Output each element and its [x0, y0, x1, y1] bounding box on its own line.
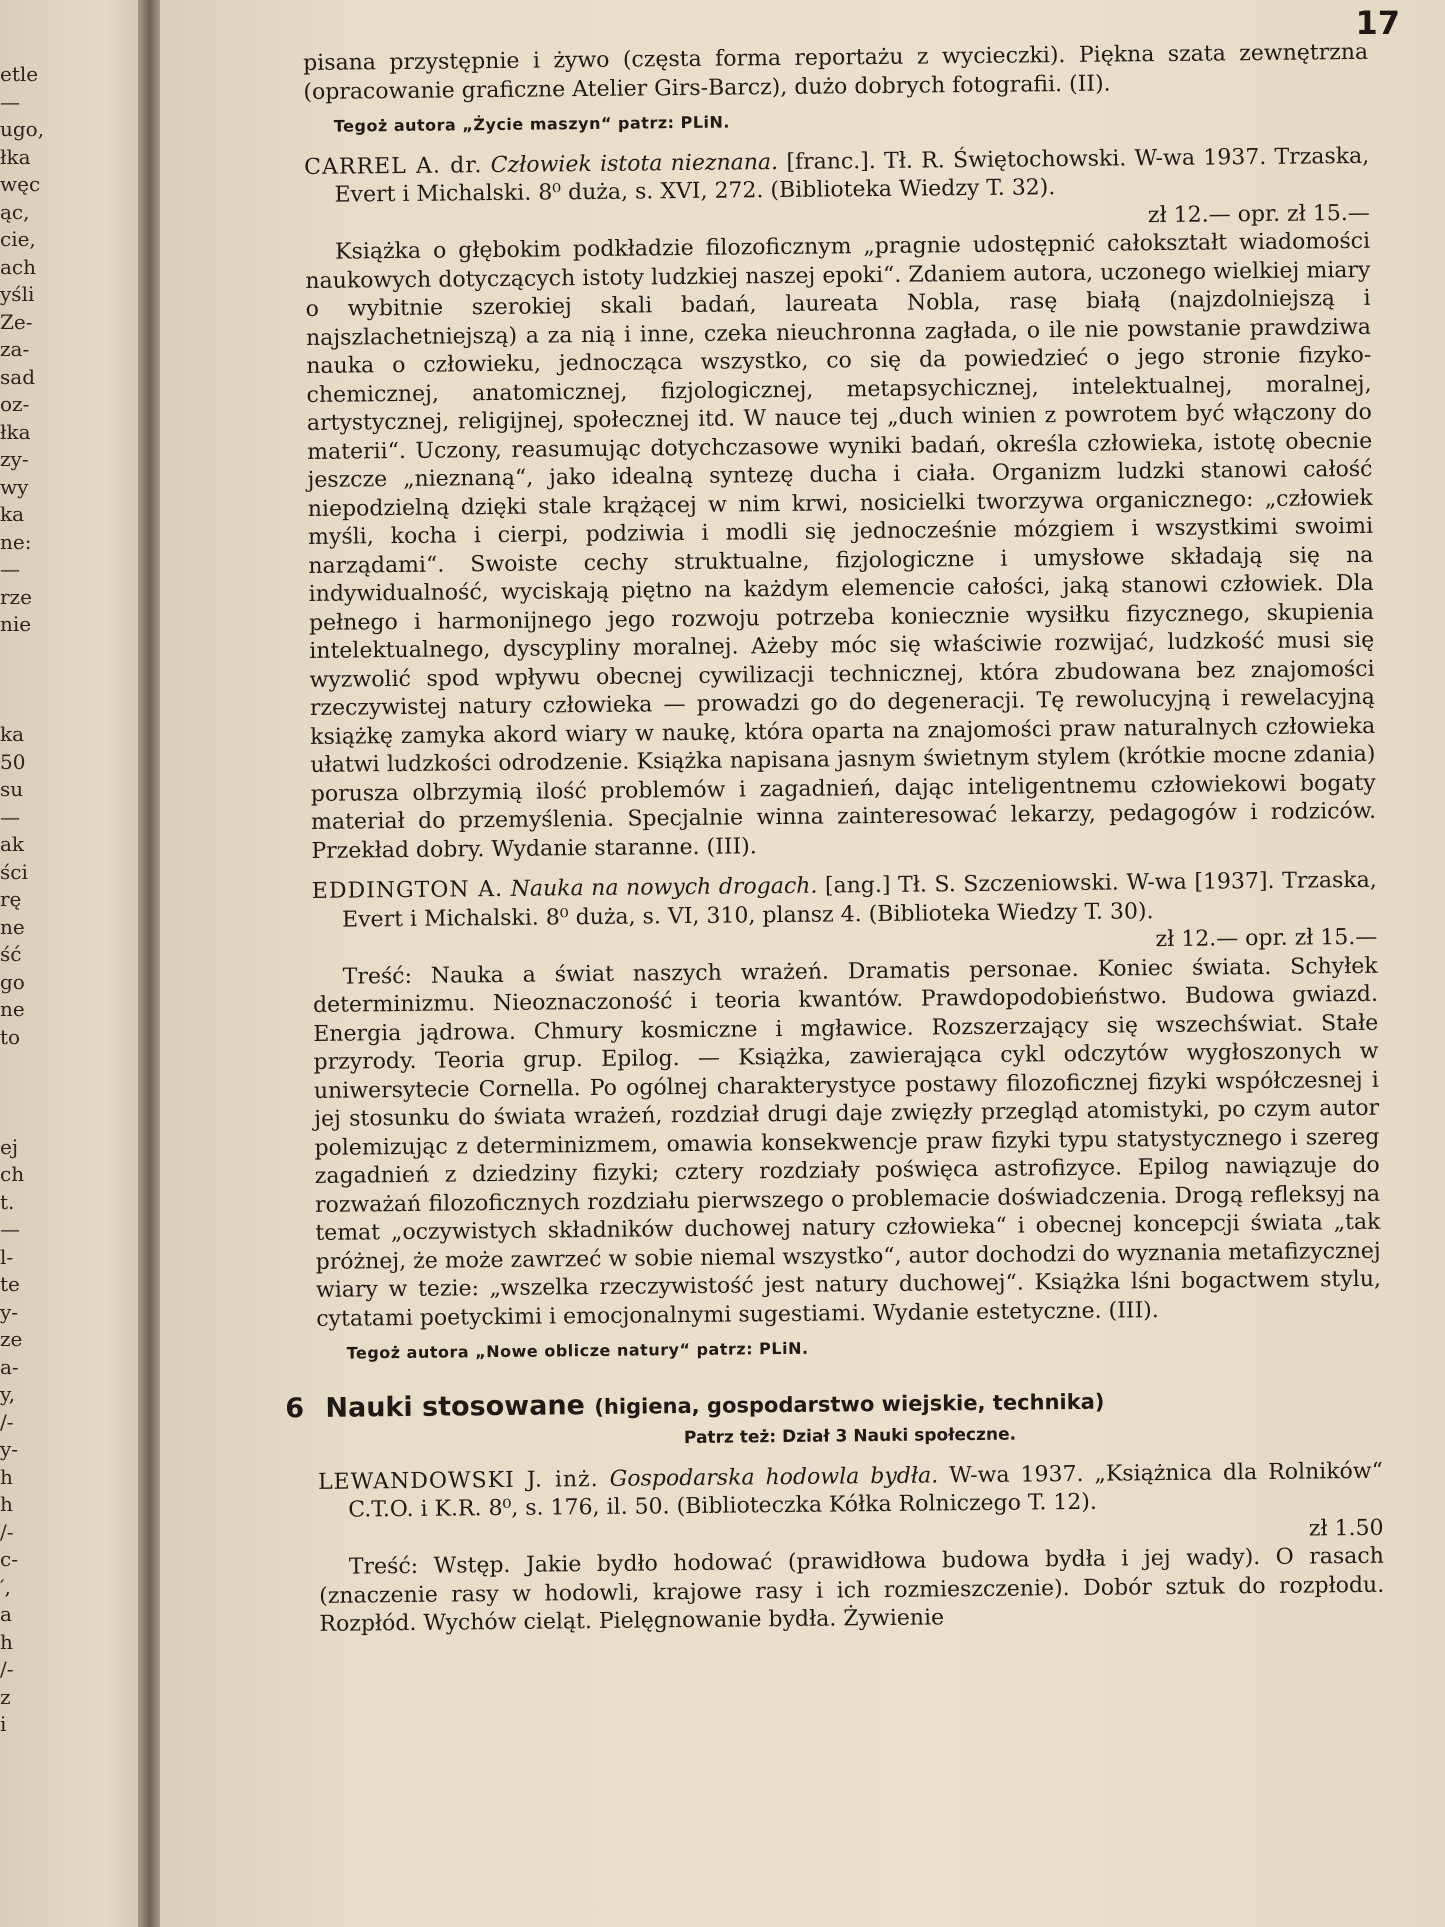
left-page-fragment: rze [0, 584, 32, 609]
left-page-fragment: nie [0, 612, 32, 636]
left-page-fragment: ugo, [0, 117, 45, 141]
entry-title: Nauka na nowych drogach. [510, 873, 818, 902]
entry-description: Książka o głębokim podkładzie filozoficznym „pragnie udostępnić całokształt wiadomości naukowych dotyczących istoty ludzkiej naszej epoki“. Zdaniem autora, uczonego wielkiej miary o wybitnie szerokiej skali badań, laureata Nobla, rasę białą (najzdolniejszą i najszlachetniejszą) a za nią i inne, czeka nieuchronna zagłada, o ile nie powstanie prawdziwa nauka o człowieku, jednocząca wszystko, co się da powiedzieć o jego stronie fizyko-chemicznej, anatomicznej, fizjologicznej, metapsychicznej, intelektualnej, moralnej, artystycznej, religijnej, społecznej itd. W nauce tej „duch winien z powrotem być włączony do materii“. Uczony, reasumując dotychczasowe wyniki badań, określa człowieka, istotę obecnie jeszcze „nieznaną“, jako idealną syntezę ducha i ciała. Organizm ludzki stanowi całość niepodzielną dzięki stale krążącej w nim krwi, nosicielki tworzywa organicznego: „człowiek myśli, kocha i cierpi, podziwia i modli się jednocześnie mózgiem i wszystkimi swoimi narządami“. Swoiste cechy struktualne, fizjologiczne i umysłowe składają się na indywidualność, wyciskają piętno na każdym elemencie całości, jaką stanowi człowiek. Dla pełnego i harmonijnego jego rozwoju potrzeba koniecznie wysiłku fizycznego, skupienia intelektualnego, dyscypliny moralnej. Ażeby móc się właściwie rozwijać, ludzkość musi się wyzwolić spod wpływu obecnej cywilizacji technicznej, która zbudowana bez znajomości rzeczywistej natury człowieka — prowadzi go do degeneracji. Tę rewolucyjną i rewelacyjną książkę zamyka akord wiary w naukę, która oparta na znajomości praw naturalnych człowieka ułatwi ludzkości odrodzenie. Książka napisana jasnym świetnym stylem (krótkie mocne zdania) porusza olbrzymią ilość problemów i zagadnień, dając inteligentnemu człowiekowi bogaty materiał do przemyślenia. Specjalnie winna zainteresować lekarzy, pedagogów i rodziców. Przekład dobry. Wydanie staranne. (III). [305, 228, 1377, 864]
entry-title: Człowiek istota nieznana. [490, 149, 779, 178]
left-page-fragment: ne [0, 997, 25, 1021]
entry-price: zł 12.— opr. zł 15.— [1147, 200, 1370, 228]
entry-title: Gospodarska hodowla bydła. [609, 1462, 939, 1492]
entry-see-also: Tegoż autora „Nowe oblicze natury“ patrz: PLiN. [346, 1338, 809, 1363]
left-page-fragment: ′, [0, 1574, 11, 1599]
left-page-fragment: — [0, 89, 20, 114]
left-page-fragment: łka [0, 144, 31, 169]
left-page-fragment: y- [0, 1299, 19, 1324]
entry-author: EDDINGTON A. [311, 876, 504, 904]
entry-heading [304, 142, 1370, 239]
page-number: 17 [1355, 4, 1400, 42]
left-page-fragment: te [0, 1272, 20, 1296]
left-page-fragment: a [0, 1602, 12, 1626]
section-see-also: Patrz też: Dział 3 Nauki społeczne. [683, 1424, 1017, 1449]
left-page-fragment: ch [0, 1162, 25, 1186]
left-page-fragment: go [0, 969, 25, 994]
entry-description: Treść: Wstęp. Jakie bydło hodować (prawidłowa budowa bydła i jej wady). O rasach (znaczenie rasy w hodowli, krajowe rasy i ich rozmieszczenie). Dobór sztuk do rozpłodu. Rozpłód. Wychów cieląt. Pielęgnowanie bydła. Żywienie [319, 1543, 1385, 1637]
left-page-fragment: /- [0, 1519, 14, 1544]
entry-eddington [312, 867, 1382, 1369]
left-page-fragment: su [0, 777, 24, 801]
left-page-fragment: h [0, 1464, 13, 1489]
left-page-fragment: oz- [0, 392, 30, 416]
left-page-fragment: wy [0, 474, 29, 499]
left-page-fragment: yśli [0, 282, 35, 306]
left-page-fragment: a- [0, 1354, 19, 1379]
entry-heading [312, 867, 1378, 964]
left-page-fragment: ak [0, 832, 25, 856]
right-page [160, 0, 1445, 1927]
left-page-fragment: t. [0, 1189, 15, 1214]
left-page-fragment: y- [0, 1437, 19, 1461]
left-page-fragment: — [0, 1217, 20, 1241]
entry-heading [318, 1457, 1384, 1554]
left-page-fragment: y, [0, 1382, 15, 1406]
entry-carrel [304, 142, 1376, 866]
left-page-fragment: ść [0, 942, 22, 966]
left-page-fragment: za- [0, 337, 30, 361]
intro-see-also: Tegoż autora „Życie maszyn“ patrz: PLiN. [333, 112, 731, 136]
entry-author: CARREL A. dr. [304, 152, 483, 180]
left-page-fragment: ej [0, 1134, 19, 1159]
section-number: 6 [285, 1392, 305, 1424]
section-title: Nauki stosowane [325, 1389, 586, 1424]
left-page-fragment: c- [0, 1547, 18, 1571]
left-page-fragment: sad [0, 364, 35, 389]
left-page-fragment: h [0, 1492, 13, 1516]
left-page-fragment: ka [0, 722, 25, 746]
left-page-fragment: l- [0, 1244, 14, 1269]
left-page-fragment: węc [0, 172, 41, 196]
left-page-fragment: ze [0, 1327, 23, 1351]
entry-author: LEWANDOWSKI J. inż. [317, 1466, 599, 1495]
entry-details: W-wa 1937. „Książnica dla Rolników“ C.T.O. i K.R. 8⁰, s. 176, il. 50. (Biblioteczka Kółka Rolniczego T. 12). [348, 1458, 1384, 1523]
entry-price: zł 12.— opr. zł 15.— [1155, 924, 1378, 953]
left-page-fragment: etle [0, 62, 39, 86]
left-page-fragment: to [0, 1024, 21, 1049]
left-page-fragment: ne: [0, 529, 32, 554]
left-page-fragment: /- [0, 1409, 14, 1434]
left-page-fragment: cie, [0, 227, 36, 251]
left-page-fragment: 50 [0, 749, 26, 774]
left-page-fragment: ąc, [0, 199, 30, 224]
left-page-fragment: ne [0, 914, 25, 939]
entry-details: [ang.] Tł. S. Szczeniowski. W-wa [1937]. Trzaska, Evert i Michalski. 8⁰ duża, s. VI, 310, plansz 4. (Biblioteka Wiedzy T. 30). [341, 867, 1377, 933]
entry-details: [franc.]. Tł. R. Świętochowski. W-wa 1937. Trzaska, Evert i Michalski. 8⁰ duża, s. XVI, 272. (Biblioteka Wiedzy T. 32). [334, 143, 1370, 208]
left-page-fragment: — [0, 557, 20, 581]
intro-paragraph: pisana przystępnie i żywo (częsta forma reportażu z wycieczki). Piękna szata zewnętrzna (opracowanie graficzne Atelier Girs-Barcz), dużo dobrych fotografii. (II). [303, 39, 1369, 105]
left-page-fragment: ści [0, 859, 28, 884]
entry-lewandowski [318, 1457, 1385, 1639]
left-page-fragment: z [0, 1684, 11, 1709]
left-page-fragment: zy- [0, 447, 29, 471]
left-page-fragment: Ze- [0, 309, 33, 334]
left-page-margin [0, 0, 150, 1927]
entry-description: Treść: Nauka a świat naszych wrażeń. Dramatis personae. Koniec świata. Schyłek determinizmu. Nieoznaczoność i teoria kwantów. Prawdopodobieństwo. Budowa gwiazd. Energia jądrowa. Chmury kosmiczne i mgławice. Rozszerzający się wszechświat. Stałe przyrody. Teoria grup. Epilog. — Książka, zawierająca cykl odczytów wygłoszonych w uniwersytecie Cornella. Po ogólnej charakterystyce postawy filozoficznej fizyki współczesnej i jej stosunku do świata wrażeń, rozdział drugi daje zwięzły przegląd atomistyki, po czym autor polemizując z determinizmem, omawia konsekwencje praw fizyki typu statystycznego i szereg zagadnień z dziedziny fizyki; cztery rozdziały poświęca astrofizyce. Epilog nawiązuje do rozważań filozoficznych rozdziału pierwszego o problemacie doświadczenia. Drogą refleksyj na temat „oczywistych składników duchowej natury człowieka“ i obecnej koncepcji świata „tak próżnej, że może zawrzeć w sobie niemal wszystko“, autor dochodzi do wyznania metafizycznej wiary w tezie: „wszelka rzeczywistość jest natury duchowej“. Książka lśni bogactwem stylu, cytatami poetyckimi i emocjonalnymi sugestiami. Wydanie estetyczne. (III). [312, 953, 1382, 1332]
entry-price: zł 1.50 [1308, 1515, 1384, 1542]
left-page-fragment: h [0, 1629, 13, 1654]
left-page-fragment: ach [0, 254, 37, 279]
left-page-fragment: łka [0, 419, 31, 444]
left-page-fragment: rę [0, 887, 22, 911]
left-page-fragment: /- [0, 1657, 14, 1681]
left-page-fragment: ka [0, 502, 25, 526]
section-subtitle: (higiena, gospodarstwo wiejskie, technika) [594, 1389, 1105, 1419]
left-page-fragment: i [0, 1712, 7, 1736]
left-page-fragment: — [0, 804, 20, 829]
page-content [285, 39, 1385, 1640]
